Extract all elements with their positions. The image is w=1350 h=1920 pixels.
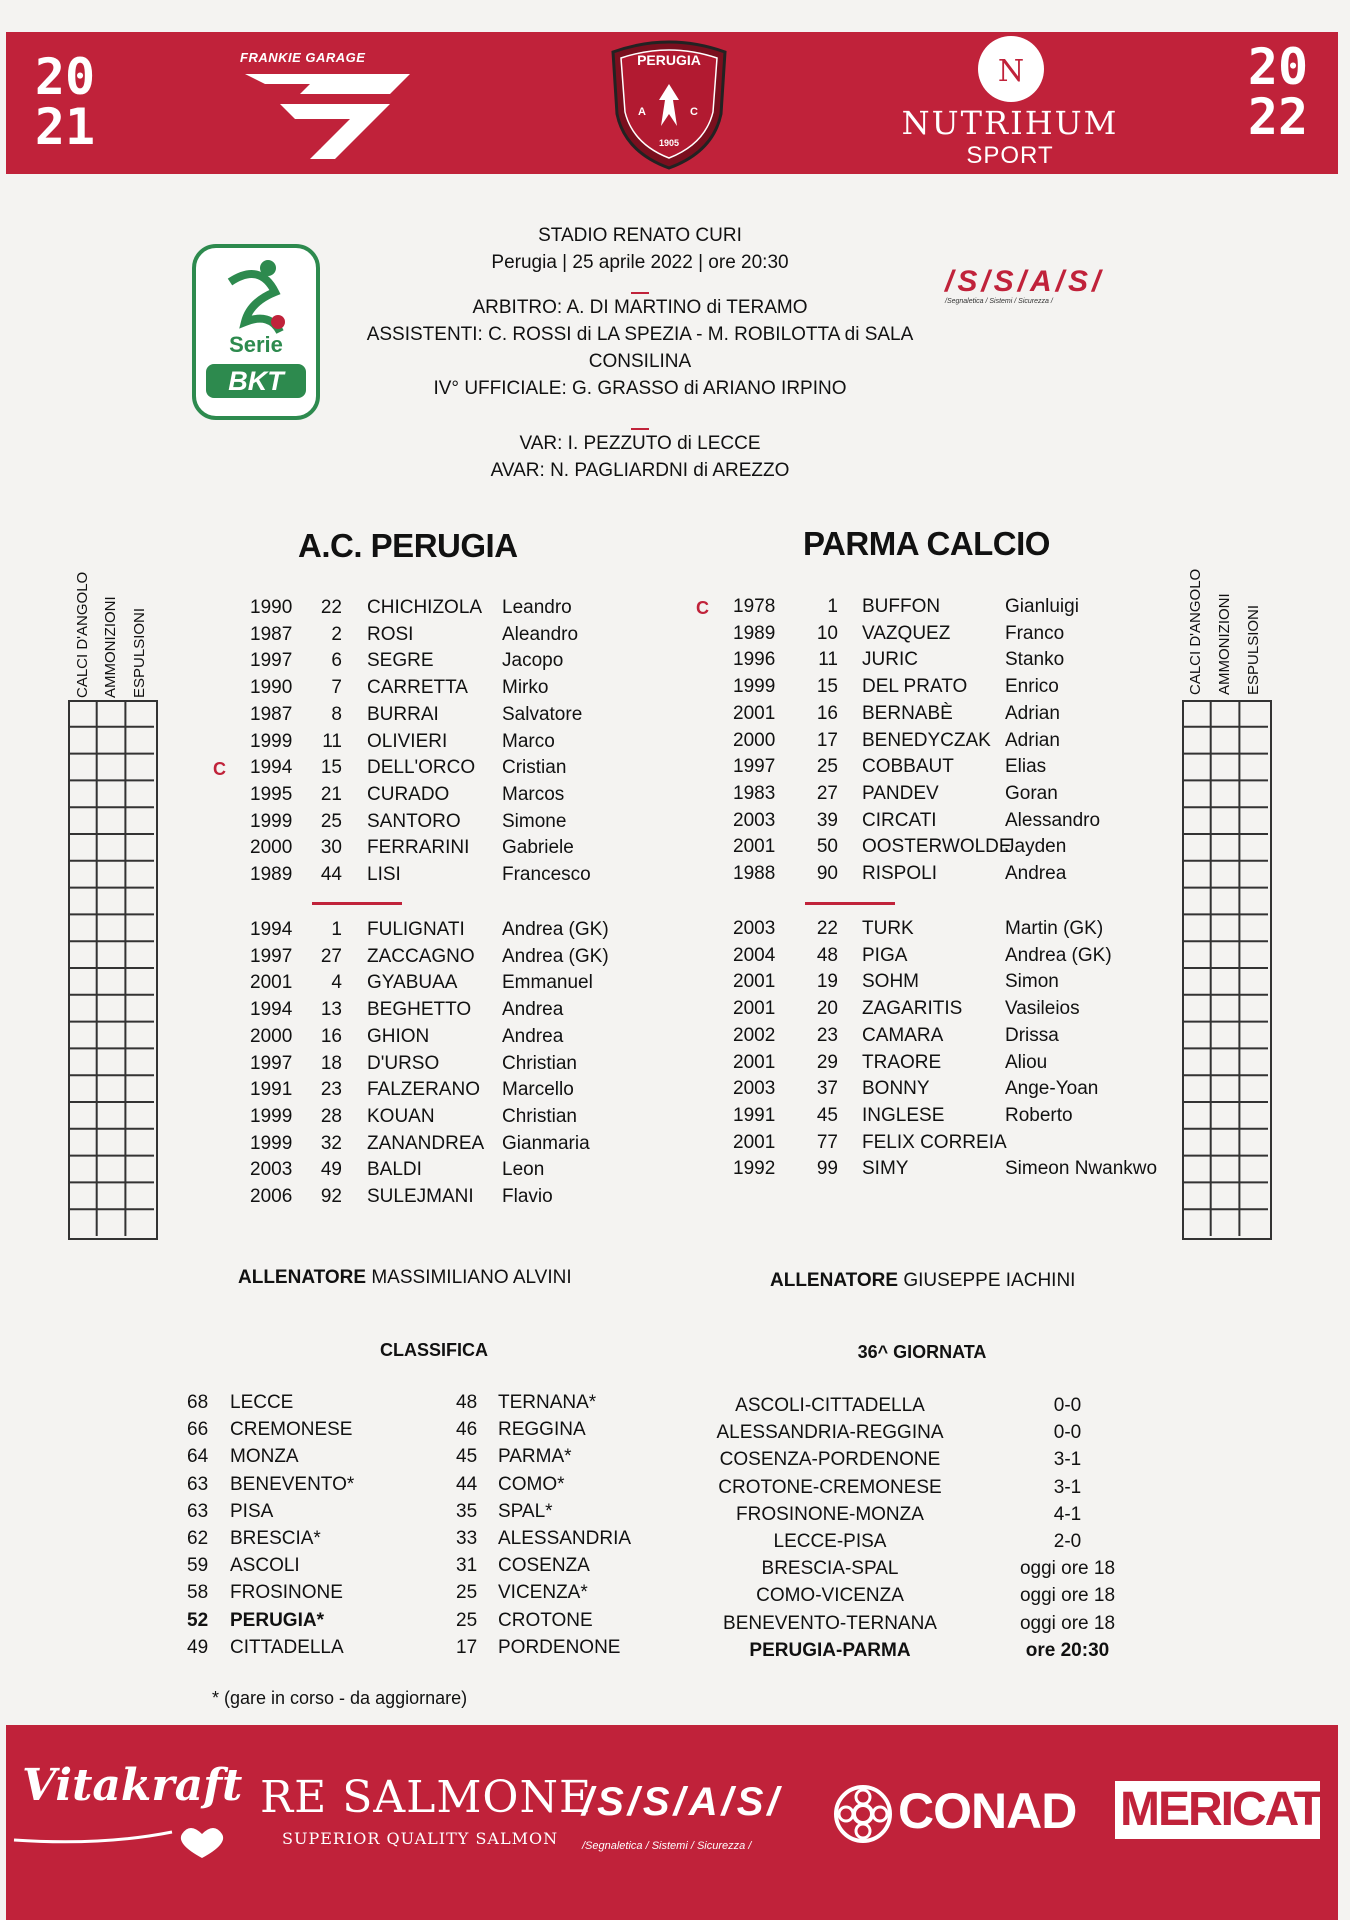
player-firstname: Vasileios <box>1005 998 1080 1020</box>
player-number: 77 <box>816 1131 838 1153</box>
player-number: 2 <box>331 623 342 645</box>
standings-points: 64 <box>187 1446 209 1468</box>
standings-points: 17 <box>456 1636 478 1658</box>
player-number: 25 <box>320 810 342 832</box>
home-captain-mark: C <box>213 759 226 779</box>
player-number: 7 <box>331 677 342 699</box>
player-number: 23 <box>816 1024 838 1046</box>
player-firstname: Cristian <box>502 757 567 779</box>
player-birth-year: 1992 <box>733 1158 776 1180</box>
standings-points: 44 <box>456 1473 478 1495</box>
player-firstname: Franco <box>1005 622 1065 644</box>
season-left-bottom: 21 <box>34 98 96 156</box>
player-surname: PIGA <box>862 944 908 966</box>
player-number: 16 <box>320 1025 342 1047</box>
player-birth-year: 2001 <box>733 971 776 993</box>
home-separator <box>312 902 402 905</box>
player-surname: BUFFON <box>862 596 941 617</box>
player-birth-year: 1990 <box>250 597 293 618</box>
player-surname: PANDEV <box>862 782 939 804</box>
conad-logo: CONAD <box>898 1783 1077 1839</box>
stat-grid-right <box>1182 700 1272 1240</box>
player-surname: TURK <box>862 918 914 939</box>
player-birth-year: 2000 <box>733 729 776 751</box>
player-birth-year: 2003 <box>250 1159 293 1181</box>
crest-year: 1905 <box>658 138 680 148</box>
player-surname: BENEDYCZAK <box>862 729 991 751</box>
player-birth-year: 1994 <box>250 919 293 940</box>
round-match: COSENZA-PORDENONE <box>719 1449 941 1471</box>
avar: AVAR: N. PAGLIARDNI di AREZZO <box>490 460 790 481</box>
player-number: 30 <box>320 837 342 859</box>
fourth-official: IV° UFFICIALE: G. GRASSO di ARIANO IRPINO <box>433 378 847 399</box>
standings-team: PORDENONE <box>498 1636 621 1658</box>
player-surname: GHION <box>367 1025 430 1047</box>
left-label-red: ESPULSIONI <box>131 607 148 698</box>
player-firstname: Francesco <box>502 864 591 885</box>
player-birth-year: 2003 <box>733 809 776 831</box>
vitakraft-logo: Vitakraft <box>22 1760 243 1811</box>
round-match: ALESSANDRIA-REGGINA <box>716 1422 944 1444</box>
home-team-name: A.C. PERUGIA <box>298 527 518 564</box>
player-firstname: Simone <box>502 810 567 832</box>
round-match: LECCE-PISA <box>773 1531 887 1552</box>
player-firstname: Leandro <box>502 597 572 618</box>
player-firstname: Simon <box>1005 971 1059 993</box>
round-result: 0-0 <box>1053 1395 1082 1416</box>
player-surname: BURRAI <box>367 703 439 725</box>
footer-sisas-sub: /Segnaletica / Sistemi / Sicurezza / <box>582 1840 752 1852</box>
standings-points: 62 <box>187 1528 209 1549</box>
round-title: 36^ GIORNATA <box>857 1342 987 1362</box>
player-birth-year: 1999 <box>733 676 776 698</box>
stadium: STADIO RENATO CURI <box>538 225 742 246</box>
standings-team: ASCOLI <box>230 1555 300 1577</box>
player-number: 16 <box>816 702 838 724</box>
frankie-garage-logo <box>240 64 415 164</box>
player-surname: FALZERANO <box>367 1079 480 1101</box>
player-surname: RISPOLI <box>862 863 937 884</box>
player-number: 21 <box>320 783 342 805</box>
player-firstname: Flavio <box>502 1186 553 1207</box>
player-surname: LISI <box>367 864 401 885</box>
svg-text:N: N <box>997 54 1025 89</box>
standings-points: 45 <box>456 1446 478 1468</box>
player-firstname: Jacopo <box>502 650 564 672</box>
season-right <box>1235 38 1321 146</box>
player-surname: GYABUAA <box>367 972 458 994</box>
player-firstname: Gianmaria <box>502 1132 590 1154</box>
standings-team: COMO* <box>498 1473 565 1495</box>
vitakraft-heart-icon <box>12 1818 252 1858</box>
nutrihum-logo-icon <box>972 34 1050 104</box>
player-number: 6 <box>331 650 342 672</box>
stat-grid-left <box>68 700 158 1240</box>
player-number: 99 <box>816 1158 838 1180</box>
round-match: BENEVENTO-TERNANA <box>723 1612 937 1634</box>
round-match: COMO-VICENZA <box>756 1585 904 1607</box>
player-surname: SANTORO <box>367 810 461 832</box>
round-match: PERUGIA-PARMA <box>749 1639 911 1661</box>
standings-points: 49 <box>187 1636 209 1658</box>
round-match: BRESCIA-SPAL <box>761 1558 899 1580</box>
player-number: 10 <box>816 622 838 644</box>
player-firstname: Drissa <box>1005 1024 1059 1046</box>
standings-team: VICENZA* <box>498 1582 588 1604</box>
player-birth-year: 2001 <box>733 702 776 724</box>
nutrihum-sport: SPORT <box>966 142 1054 169</box>
player-firstname: Marcello <box>502 1079 574 1101</box>
standings-points: 59 <box>187 1555 209 1577</box>
player-firstname: Roberto <box>1005 1104 1073 1126</box>
player-surname: OOSTERWOLDE <box>862 836 1012 858</box>
merica-logo: MERICAT <box>1120 1783 1322 1836</box>
standings-points: 63 <box>187 1500 209 1522</box>
player-number: 15 <box>320 757 342 779</box>
player-birth-year: 1978 <box>733 596 776 617</box>
right-label-corners: CALCI D'ANGOLO <box>1187 568 1204 695</box>
player-firstname: Andrea <box>502 1025 564 1047</box>
player-number: 25 <box>816 756 838 778</box>
player-firstname: Mirko <box>502 677 549 699</box>
standings-points: 48 <box>456 1392 478 1413</box>
player-number: 1 <box>331 919 342 940</box>
player-birth-year: 1990 <box>250 677 293 699</box>
resalmone-logo: RE SALMONE <box>260 1772 593 1823</box>
player-number: 22 <box>320 597 342 618</box>
player-number: 19 <box>816 971 838 993</box>
player-number: 18 <box>320 1052 342 1074</box>
standings-title: CLASSIFICA <box>380 1340 488 1360</box>
player-birth-year: 1999 <box>250 1132 293 1154</box>
player-surname: CAMARA <box>862 1024 944 1046</box>
date-line: Perugia | 25 aprile 2022 | ore 20:30 <box>491 252 789 273</box>
player-birth-year: 1999 <box>250 730 293 752</box>
player-birth-year: 1987 <box>250 703 293 725</box>
player-birth-year: 1997 <box>250 945 293 967</box>
player-birth-year: 1999 <box>250 810 293 832</box>
round-result: oggi ore 18 <box>1019 1585 1116 1607</box>
player-firstname: Aleandro <box>502 623 579 645</box>
player-birth-year: 2001 <box>733 1131 776 1153</box>
player-firstname: Salvatore <box>502 703 583 725</box>
player-surname: SIMY <box>862 1158 909 1180</box>
player-firstname: Andrea (GK) <box>1005 944 1112 966</box>
player-birth-year: 1994 <box>250 757 293 779</box>
standings-points: 46 <box>456 1419 478 1441</box>
player-firstname: Aliou <box>1005 1051 1048 1073</box>
player-surname: ZANANDREA <box>367 1132 485 1154</box>
standings-team: CREMONESE <box>230 1419 353 1441</box>
right-label-yellow: AMMONIZIONI <box>1216 593 1233 695</box>
player-birth-year: 2000 <box>250 837 293 859</box>
player-birth-year: 2003 <box>733 1078 776 1100</box>
round-result: 4-1 <box>1053 1503 1082 1525</box>
player-number: 37 <box>816 1078 838 1100</box>
away-coach-label: ALLENATORE <box>770 1270 899 1291</box>
season-left <box>22 48 108 156</box>
league-line2: BKT <box>228 366 284 396</box>
round-result: ore 20:30 <box>1025 1639 1110 1661</box>
player-number: 27 <box>816 782 838 804</box>
standings-points: 52 <box>187 1609 209 1631</box>
player-number: 11 <box>818 649 838 671</box>
player-number: 8 <box>331 703 342 725</box>
player-surname: BALDI <box>367 1159 422 1181</box>
player-birth-year: 2000 <box>250 1025 293 1047</box>
standings-points: 25 <box>456 1609 478 1631</box>
standings-team: COSENZA <box>498 1555 590 1577</box>
player-birth-year: 2003 <box>733 918 776 939</box>
player-firstname: Simeon Nwankwo <box>1005 1158 1158 1180</box>
player-birth-year: 1995 <box>250 783 293 805</box>
player-birth-year: 1991 <box>733 1104 776 1126</box>
player-number: 22 <box>816 918 838 939</box>
left-label-yellow: AMMONIZIONI <box>102 596 119 698</box>
standings-points: 66 <box>187 1419 209 1441</box>
standings-team: ALESSANDRIA <box>498 1528 632 1549</box>
player-number: 48 <box>816 944 838 966</box>
standings-points: 31 <box>456 1555 478 1577</box>
player-surname: FERRARINI <box>367 837 470 859</box>
player-birth-year: 2001 <box>250 972 293 994</box>
conad-flower-icon <box>832 1783 894 1845</box>
player-number: 90 <box>816 863 838 884</box>
player-firstname: Andrea <box>1005 863 1067 884</box>
round-result: oggi ore 18 <box>1019 1558 1116 1580</box>
player-number: 50 <box>816 836 838 858</box>
round-result: 0-0 <box>1053 1422 1082 1444</box>
player-birth-year: 1997 <box>250 1052 293 1074</box>
round-match: ASCOLI-CITTADELLA <box>735 1395 925 1416</box>
standings-team: CROTONE <box>498 1609 593 1631</box>
away-separator <box>805 902 895 905</box>
player-firstname: Christian <box>502 1105 577 1127</box>
standings-team: PARMA* <box>498 1446 572 1468</box>
player-firstname: Goran <box>1005 782 1058 804</box>
player-surname: SULEJMANI <box>367 1186 474 1207</box>
player-number: 23 <box>320 1079 342 1101</box>
player-number: 15 <box>816 676 838 698</box>
player-birth-year: 1987 <box>250 623 293 645</box>
grid-lines <box>1182 700 1268 1236</box>
player-firstname: Andrea (GK) <box>502 945 609 967</box>
standings-team: MONZA <box>230 1446 299 1468</box>
var: VAR: I. PEZZUTO di LECCE <box>519 433 761 454</box>
player-surname: CARRETTA <box>367 677 468 699</box>
away-coach-name: GIUSEPPE IACHINI <box>903 1270 1076 1291</box>
standings-footnote: * (gare in corso - da aggiornare) <box>212 1688 468 1708</box>
player-surname: ROSI <box>367 623 414 645</box>
player-surname: INGLESE <box>862 1104 945 1126</box>
player-firstname: Enrico <box>1005 676 1059 698</box>
player-surname: DELL'ORCO <box>367 757 476 779</box>
crest-letter-c: C <box>690 106 698 118</box>
assistants: ASSISTENTI: C. ROSSI di LA SPEZIA - M. ROBILOTTA di SALA CONSILINA <box>366 324 914 372</box>
player-number: 4 <box>331 972 342 994</box>
player-surname: JURIC <box>862 649 918 671</box>
player-surname: CHICHIZOLA <box>367 597 483 618</box>
player-firstname: Ange-Yoan <box>1005 1078 1099 1100</box>
sisas-logo: /S/S/A/S/ <box>945 265 1105 298</box>
round-result: 3-1 <box>1053 1449 1082 1471</box>
player-surname: FULIGNATI <box>367 919 465 940</box>
player-surname: ZACCAGNO <box>367 945 475 967</box>
round-result: 2-0 <box>1053 1531 1082 1552</box>
player-birth-year: 1994 <box>250 999 293 1021</box>
player-surname: BONNY <box>862 1078 930 1100</box>
player-birth-year: 1989 <box>733 622 776 644</box>
season-right-top: 20 <box>1247 38 1309 96</box>
standings-points: 33 <box>456 1528 478 1549</box>
standings-team: FROSINONE <box>230 1582 343 1604</box>
player-birth-year: 2002 <box>733 1024 776 1046</box>
sisas-tagline: /Segnaletica / Sistemi / Sicurezza / <box>945 298 1053 305</box>
footer-sisas-logo: /S/S/A/S/ <box>582 1780 783 1824</box>
player-birth-year: 2001 <box>733 998 776 1020</box>
player-birth-year: 2001 <box>733 836 776 858</box>
standings-points: 35 <box>456 1500 478 1522</box>
away-coach <box>770 1270 1075 1292</box>
player-birth-year: 1988 <box>733 863 776 884</box>
round-match: FROSINONE-MONZA <box>736 1503 924 1525</box>
crest-name: PERUGIA <box>637 52 701 68</box>
player-number: 17 <box>816 729 838 751</box>
player-number: 45 <box>816 1104 838 1126</box>
standings-team: TERNANA* <box>498 1392 597 1413</box>
match-info <box>320 222 960 484</box>
player-surname: DEL PRATO <box>862 676 968 698</box>
left-label-corners: CALCI D'ANGOLO <box>74 571 91 698</box>
standings-team: BRESCIA* <box>230 1528 321 1549</box>
player-number: 27 <box>320 945 342 967</box>
player-birth-year: 2006 <box>250 1186 293 1207</box>
player-surname: D'URSO <box>367 1052 440 1074</box>
away-captain-mark: C <box>696 598 709 618</box>
player-number: 32 <box>320 1132 342 1154</box>
player-surname: VAZQUEZ <box>862 622 951 644</box>
league-line1: Serie <box>229 332 283 357</box>
player-birth-year: 1997 <box>250 650 293 672</box>
player-surname: SEGRE <box>367 650 434 672</box>
player-number: 92 <box>320 1186 342 1207</box>
player-surname: BEGHETTO <box>367 999 472 1021</box>
player-firstname: Gabriele <box>502 837 574 859</box>
right-label-red: ESPULSIONI <box>1245 604 1262 695</box>
away-team-name: PARMA CALCIO <box>803 525 1050 562</box>
player-number: 39 <box>816 809 838 831</box>
player-birth-year: 1991 <box>250 1079 293 1101</box>
player-birth-year: 1999 <box>250 1105 293 1127</box>
resalmone-sub: SUPERIOR QUALITY SALMON <box>282 1829 559 1848</box>
player-firstname: Christian <box>502 1052 577 1074</box>
round-result: 3-1 <box>1053 1476 1082 1498</box>
player-number: 13 <box>320 999 342 1021</box>
player-number: 49 <box>320 1159 342 1181</box>
player-firstname: Emmanuel <box>502 972 593 994</box>
round-result: oggi ore 18 <box>1019 1612 1116 1634</box>
standings-points: 58 <box>187 1582 209 1604</box>
player-firstname: Adrian <box>1005 729 1060 751</box>
standings-points: 25 <box>456 1582 478 1604</box>
home-coach-name: MASSIMILIANO ALVINI <box>371 1267 572 1288</box>
player-surname: ZAGARITIS <box>862 998 963 1020</box>
player-firstname: Elias <box>1005 756 1047 778</box>
player-surname: OLIVIERI <box>367 730 448 752</box>
standings-points: 68 <box>187 1392 209 1413</box>
nutrihum-name: NUTRIHUM <box>901 104 1119 142</box>
player-surname: TRAORE <box>862 1051 942 1073</box>
player-number: 20 <box>816 998 838 1020</box>
player-birth-year: 1983 <box>733 782 776 804</box>
player-firstname: Marco <box>502 730 555 752</box>
frankie-garage-label: FRANKIE GARAGE <box>240 50 366 65</box>
standings-team: LECCE <box>230 1392 294 1413</box>
player-number: 29 <box>816 1051 838 1073</box>
player-birth-year: 1996 <box>733 649 776 671</box>
referee: ARBITRO: A. DI MARTINO di TERAMO <box>472 297 808 318</box>
standings-team: BENEVENTO* <box>230 1473 355 1495</box>
player-surname: COBBAUT <box>862 756 954 778</box>
player-surname: BERNABÈ <box>862 702 953 724</box>
standings-team: SPAL* <box>498 1500 553 1522</box>
player-surname: CURADO <box>367 783 450 805</box>
player-firstname: Jayden <box>1005 836 1067 858</box>
player-birth-year: 2001 <box>733 1051 776 1073</box>
player-number: 1 <box>827 596 838 617</box>
player-firstname: Andrea <box>502 999 564 1021</box>
season-left-top: 20 <box>34 48 96 106</box>
player-number: 44 <box>320 864 342 885</box>
standings-team: PERUGIA* <box>230 1609 324 1631</box>
standings-team: CITTADELLA <box>230 1636 344 1658</box>
round-match: CROTONE-CREMONESE <box>718 1476 942 1498</box>
player-firstname: Andrea (GK) <box>502 919 609 940</box>
player-number: 28 <box>320 1105 342 1127</box>
player-firstname: Gianluigi <box>1005 596 1079 617</box>
standings-team: REGGINA <box>498 1419 586 1441</box>
standings-points: 63 <box>187 1473 209 1495</box>
player-birth-year: 1989 <box>250 864 293 885</box>
player-firstname: Adrian <box>1005 702 1060 724</box>
season-right-bottom: 22 <box>1247 88 1309 146</box>
player-firstname: Martin (GK) <box>1005 918 1104 939</box>
player-surname: FELIX CORREIA <box>862 1131 1007 1153</box>
player-birth-year: 1997 <box>733 756 776 778</box>
standings-team: PISA <box>230 1500 274 1522</box>
home-coach <box>238 1267 572 1289</box>
player-firstname: Marcos <box>502 783 565 805</box>
player-birth-year: 2004 <box>733 944 776 966</box>
player-surname: SOHM <box>862 971 919 993</box>
grid-lines <box>68 700 154 1236</box>
crest-letter-a: A <box>638 106 646 118</box>
player-surname: CIRCATI <box>862 809 937 831</box>
player-number: 11 <box>322 730 342 752</box>
player-firstname: Alessandro <box>1005 809 1101 831</box>
player-firstname: Leon <box>502 1159 545 1181</box>
player-firstname: Stanko <box>1005 649 1065 671</box>
home-coach-label: ALLENATORE <box>238 1267 367 1288</box>
player-surname: KOUAN <box>367 1105 435 1127</box>
